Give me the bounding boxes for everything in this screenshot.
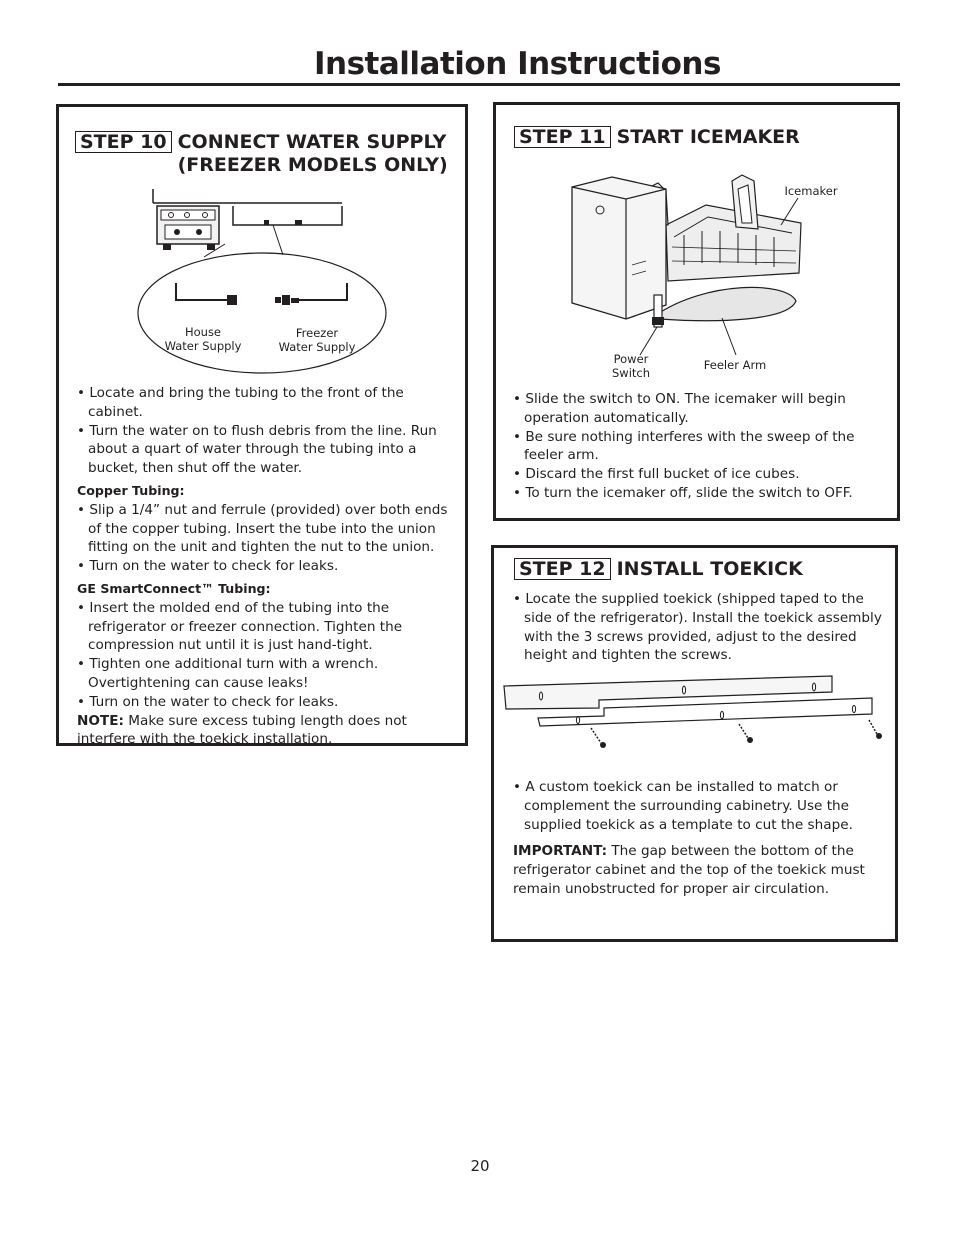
step12-bullet: • A custom toekick can be installed to match or complement the surrounding cabinetry. Use the supplied toekick as a template to cut the shape. <box>513 779 853 833</box>
page-number: 20 <box>470 1157 490 1175</box>
important-text: The gap between the bottom of the refrigerator cabinet and the top of the toekick must remain unobstructed for proper air circulation. <box>513 843 865 897</box>
step12-title: INSTALL TOEKICK <box>616 558 803 580</box>
smartconnect-bullet: • Tighten one additional turn with a wrench. Overtightening can cause leaks! <box>77 656 379 691</box>
important-note <box>513 842 889 898</box>
step11-title: START ICEMAKER <box>616 126 800 148</box>
step10-text <box>77 384 461 749</box>
note <box>77 712 461 750</box>
step11-bullet: • Discard the first full bucket of ice cubes. <box>513 466 800 483</box>
step11-tag: STEP 11 <box>514 126 611 148</box>
copper-bullet: • Slip a 1/4” nut and ferrule (provided) over both ends of the copper tubing. Insert the tube into the union fitting on the unit and tighten the nut to the union. <box>77 501 448 556</box>
step12-text-bottom <box>513 778 889 899</box>
step12-panel <box>491 545 898 942</box>
copper-tubing-heading: Copper Tubing: <box>77 482 185 498</box>
smartconnect-bullet: • Insert the molded end of the tubing into the refrigerator or freezer connection. Tighten the compression nut until it is just hand-tight. <box>77 599 403 654</box>
step11-panel <box>493 102 900 521</box>
step11-bullet: • Slide the switch to ON. The icemaker will begin operation automatically. <box>513 391 846 426</box>
step10-panel <box>56 104 468 746</box>
step12-tag: STEP 12 <box>514 558 611 580</box>
important-label: IMPORTANT: <box>513 843 608 860</box>
step11-text <box>513 390 889 503</box>
step11-bullet: • To turn the icemaker off, slide the switch to OFF. <box>513 484 853 501</box>
smartconnect-heading: GE SmartConnect™ Tubing: <box>77 580 271 596</box>
note-label: NOTE: <box>77 712 124 729</box>
note-text: Make sure excess tubing length does not interfere with the toekick installation. <box>77 712 407 748</box>
page-title: Installation Instructions <box>314 46 721 82</box>
step10-bullet: • Turn the water on to flush debris from the line. Run about a quart of water through the tubing into a bucket, then shut off the water. <box>77 422 437 477</box>
feeler-arm-label: Feeler Arm <box>703 358 767 372</box>
step10-title-line1: CONNECT WATER SUPPLY <box>177 131 447 153</box>
step10-title-line2: (FREEZER MODELS ONLY) <box>177 154 448 176</box>
icemaker-label: Icemaker <box>784 184 838 198</box>
step10-bullet: • Locate and bring the tubing to the front of the cabinet. <box>77 385 404 420</box>
power-switch-label: Power Switch <box>611 352 651 380</box>
freezer-water-supply-label: Freezer Water Supply <box>278 326 356 354</box>
step11-bullet: • Be sure nothing interferes with the sweep of the feeler arm. <box>513 428 855 464</box>
title-rule <box>58 83 900 86</box>
house-water-supply-label: House Water Supply <box>164 325 242 353</box>
smartconnect-bullet: • Turn on the water to check for leaks. <box>77 693 339 710</box>
step12-bullet: • Locate the supplied toekick (shipped taped to the side of the refrigerator). Install the toekick assembly with the 3 screws provided, adjust to the desired height and tighten the screws. <box>513 591 882 664</box>
copper-bullet: • Turn on the water to check for leaks. <box>77 558 339 575</box>
step10-tag: STEP 10 <box>75 131 172 153</box>
